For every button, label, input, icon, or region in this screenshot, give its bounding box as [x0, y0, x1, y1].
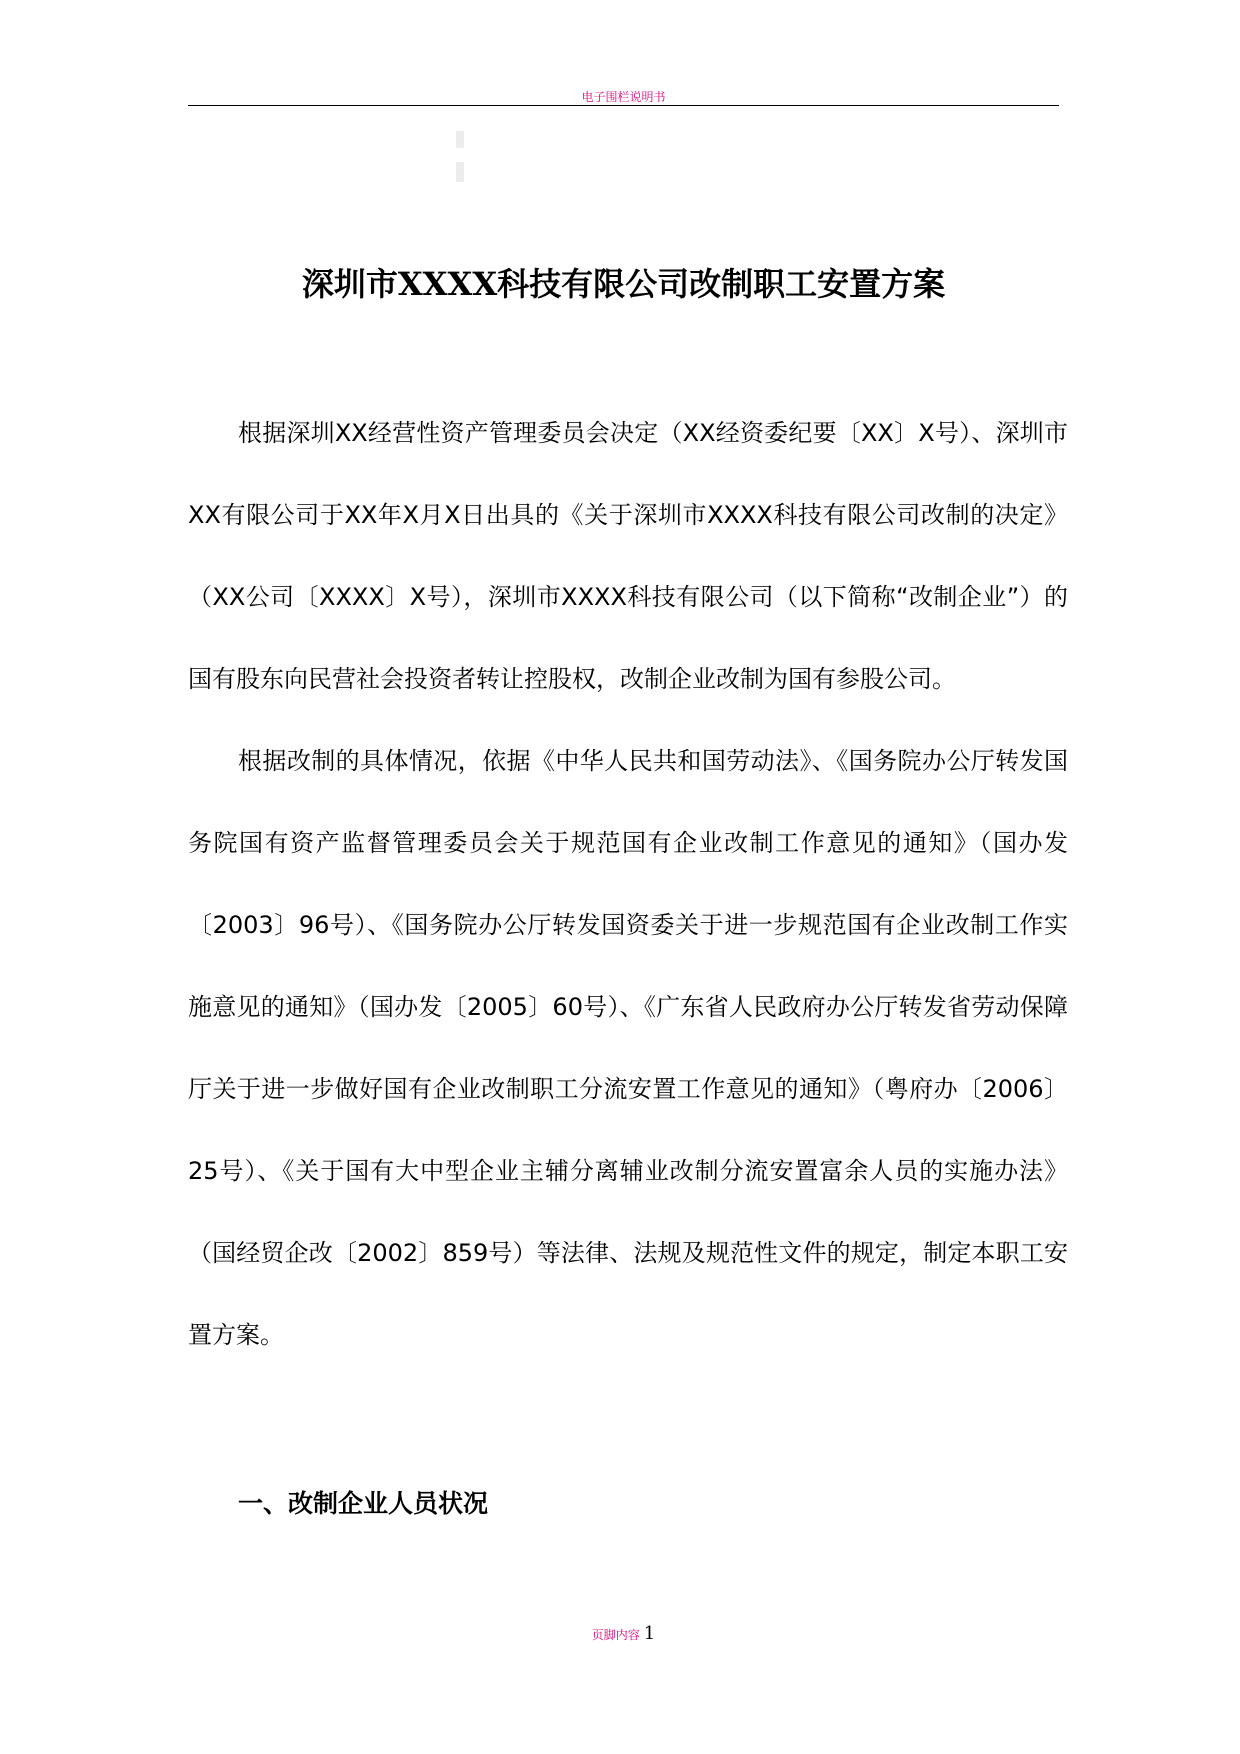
- document-title: 深圳市XXXX科技有限公司改制职工安置方案: [301, 265, 946, 303]
- page-footer: [188, 1622, 1059, 1647]
- footer-label: 页脚内容: [591, 1628, 640, 1642]
- page-number: 1: [643, 1623, 656, 1644]
- section-heading-1: 一、改制企业人员状况: [238, 1489, 489, 1518]
- header-divider: [188, 105, 1059, 106]
- document-body: [188, 392, 1068, 1376]
- paragraph-2: 根据改制的具体情况，依据《中华人民共和国劳动法》、《国务院办公厅转发国务院国有资产监督管理委员会关于规范国有企业改制工作意见的通知》（国办发〔2003〕96号）、《国务院办公厅转发国资委关于进一步规范国有企业改制工作实施意见的通知》（国办发〔2005〕60号）、《广东省人民政府办公厅转发省劳动保障厅关于进一步做好国有企业改制职工分流安置工作意见的通知》（粤府办〔2006〕25号）、《关于国有大中型企业主辅分离辅业改制分流安置富余人员的实施办法》（国经贸企改〔2002〕859号）等法律、法规及规范性文件的规定，制定本职工安置方案。: [188, 747, 1068, 1349]
- faint-mark-top: [456, 131, 464, 148]
- page-header: 电子围栏说明书: [581, 90, 666, 104]
- faint-mark-bottom: [456, 162, 464, 182]
- paragraph-1: 根据深圳XX经营性资产管理委员会决定（XX经资委纪要〔XX〕X号）、深圳市XX有限公司于XX年X月X日出具的《关于深圳市XXXX科技有限公司改制的决定》（XX公司〔XXXX〕X号），深圳市XXXX科技有限公司（以下简称“改制企业”）的国有股东向民营社会投资者转让控股权，改制企业改制为国有参股公司。: [188, 419, 1068, 693]
